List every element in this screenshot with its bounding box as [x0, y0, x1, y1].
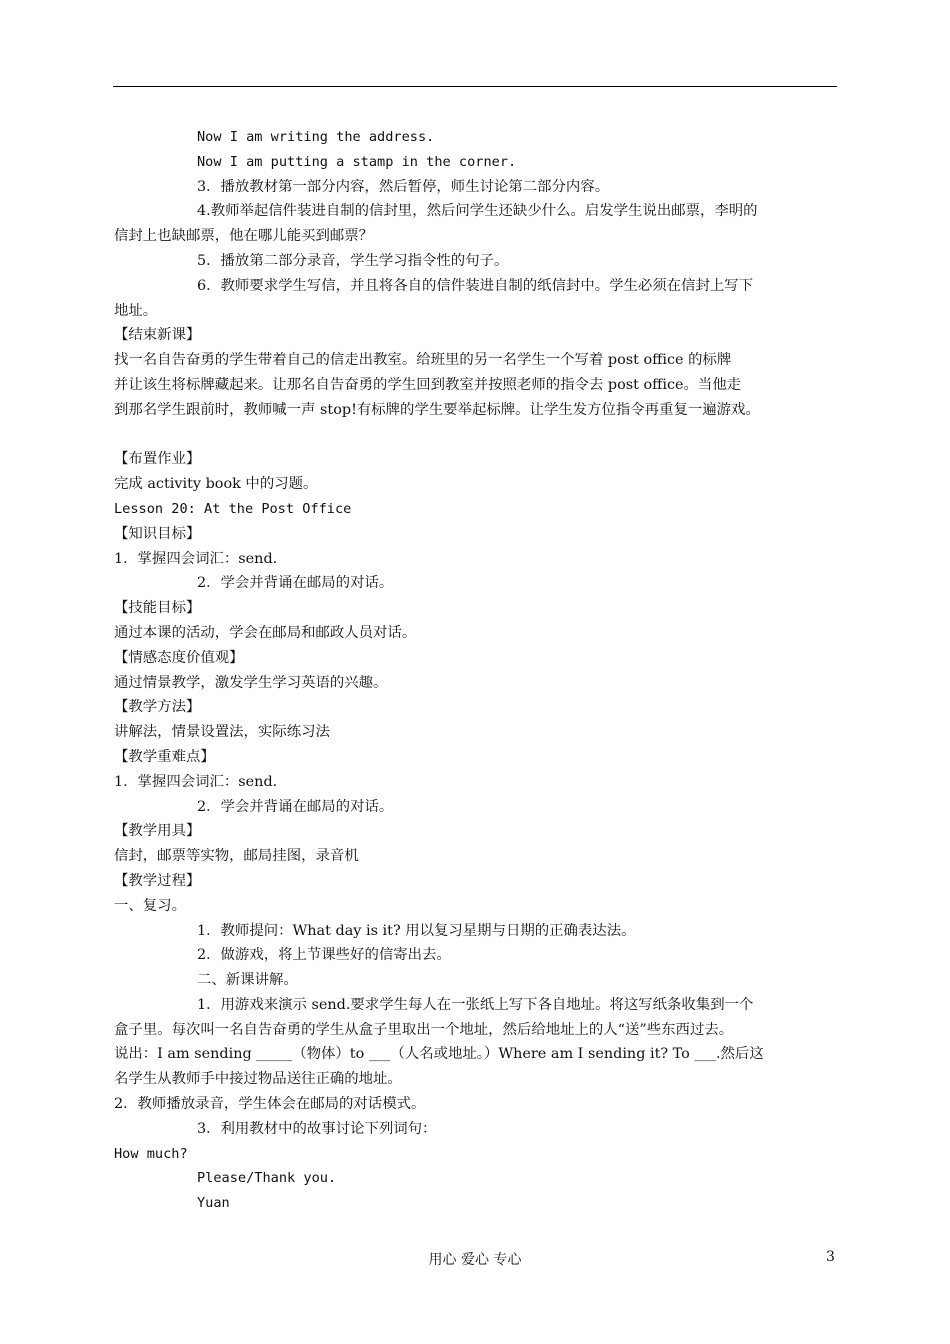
section-heading: 【教学过程】	[114, 872, 201, 889]
text-line: 信封上也缺邮票，他在哪儿能买到邮票？	[114, 228, 374, 245]
section-heading: 【教学重难点】	[114, 748, 215, 765]
text-line: 完成 activity book 中的习题。	[114, 476, 318, 493]
text-line: 2．学会并背诵在邮局的对话。	[197, 798, 394, 815]
text-line: 通过情景教学，激发学生学习英语的兴趣。	[114, 674, 388, 691]
text-line: 讲解法，情景设置法，实际练习法	[114, 724, 330, 741]
page-body	[114, 125, 840, 1216]
section-heading: 【教学方法】	[114, 699, 201, 716]
text-line: 3．利用教材中的故事讨论下列词句：	[197, 1120, 437, 1137]
text-line: Please/Thank you.	[197, 1170, 337, 1187]
text-line: 一、复习。	[114, 897, 186, 914]
page-number: 3	[826, 1249, 835, 1265]
text-line: 2．学会并背诵在邮局的对话。	[197, 575, 394, 592]
text-line: 3．播放教材第一部分内容，然后暂停，师生讨论第二部分内容。	[197, 178, 610, 195]
header-rule	[113, 86, 837, 87]
text-line: 通过本课的活动，学会在邮局和邮政人员对话。	[114, 624, 417, 641]
text-line: 地址。	[114, 302, 158, 319]
text-line: 6．教师要求学生写信，并且将各自的信件装进自制的纸信封中。学生必须在信封上写下	[197, 277, 754, 294]
blank-line	[114, 423, 840, 448]
text-line: 说出：I am sending _____（物体）to ___（人名或地址。）Where am I sending it? To ___.然后这	[114, 1046, 764, 1063]
text-line: 1．教师提问：What day is it? 用以复习星期与日期的正确表达法。	[197, 922, 636, 939]
section-heading: 【技能目标】	[114, 600, 201, 617]
text-line: 信封，邮票等实物，邮局挂图，录音机	[114, 848, 359, 865]
text-line: 并让该生将标牌藏起来。让那名自告奋勇的学生回到教室并按照老师的指令去 post office。当他走	[114, 376, 742, 393]
text-line: 盒子里。每次叫一名自告奋勇的学生从盒子里取出一个地址，然后给地址上的人“送”些东西过去。	[114, 1021, 734, 1038]
section-heading: 【布置作业】	[114, 451, 201, 468]
text-line: Now I am writing the address.	[197, 129, 435, 145]
text-line: 找一名自告奋勇的学生带着自己的信走出教室。给班里的另一名学生一个写着 post office 的标牌	[114, 352, 732, 369]
text-line: 1．掌握四会词汇：send.	[114, 550, 278, 567]
text-line: How much?	[114, 1145, 188, 1162]
text-line: 2．做游戏，将上节课些好的信寄出去。	[197, 947, 451, 964]
text-line: 1．掌握四会词汇：send.	[114, 773, 278, 790]
text-line: 2．教师播放录音，学生体会在邮局的对话模式。	[114, 1096, 426, 1113]
text-line: 到那名学生跟前时，教师喊一声 stop!有标牌的学生要举起标牌。让学生发方位指令再重复一遍游戏。	[114, 401, 760, 418]
footer-motto: 用心 爱心 专心	[428, 1252, 522, 1268]
text-line: Now I am putting a stamp in the corner.	[197, 153, 517, 170]
section-heading: 【教学用具】	[114, 823, 201, 840]
section-heading: 【知识目标】	[114, 525, 201, 542]
section-heading: 【结束新课】	[114, 327, 201, 344]
text-line: Yuan	[197, 1195, 230, 1212]
section-heading: 【情感态度价值观】	[114, 649, 244, 666]
text-line: 4.教师举起信件装进自制的信封里，然后问学生还缺少什么。启发学生说出邮票，李明的	[197, 203, 758, 220]
text-line: 二、新课讲解。	[197, 972, 298, 989]
lesson-title: Lesson 20: At the Post Office	[114, 500, 352, 517]
text-line: 名学生从教师手中接过物品送往正确的地址。	[114, 1071, 402, 1088]
text-line: 5．播放第二部分录音，学生学习指令性的句子。	[197, 252, 509, 269]
text-line: 1．用游戏来演示 send.要求学生每人在一张纸上写下各自地址。将这写纸条收集到一个	[197, 996, 754, 1013]
